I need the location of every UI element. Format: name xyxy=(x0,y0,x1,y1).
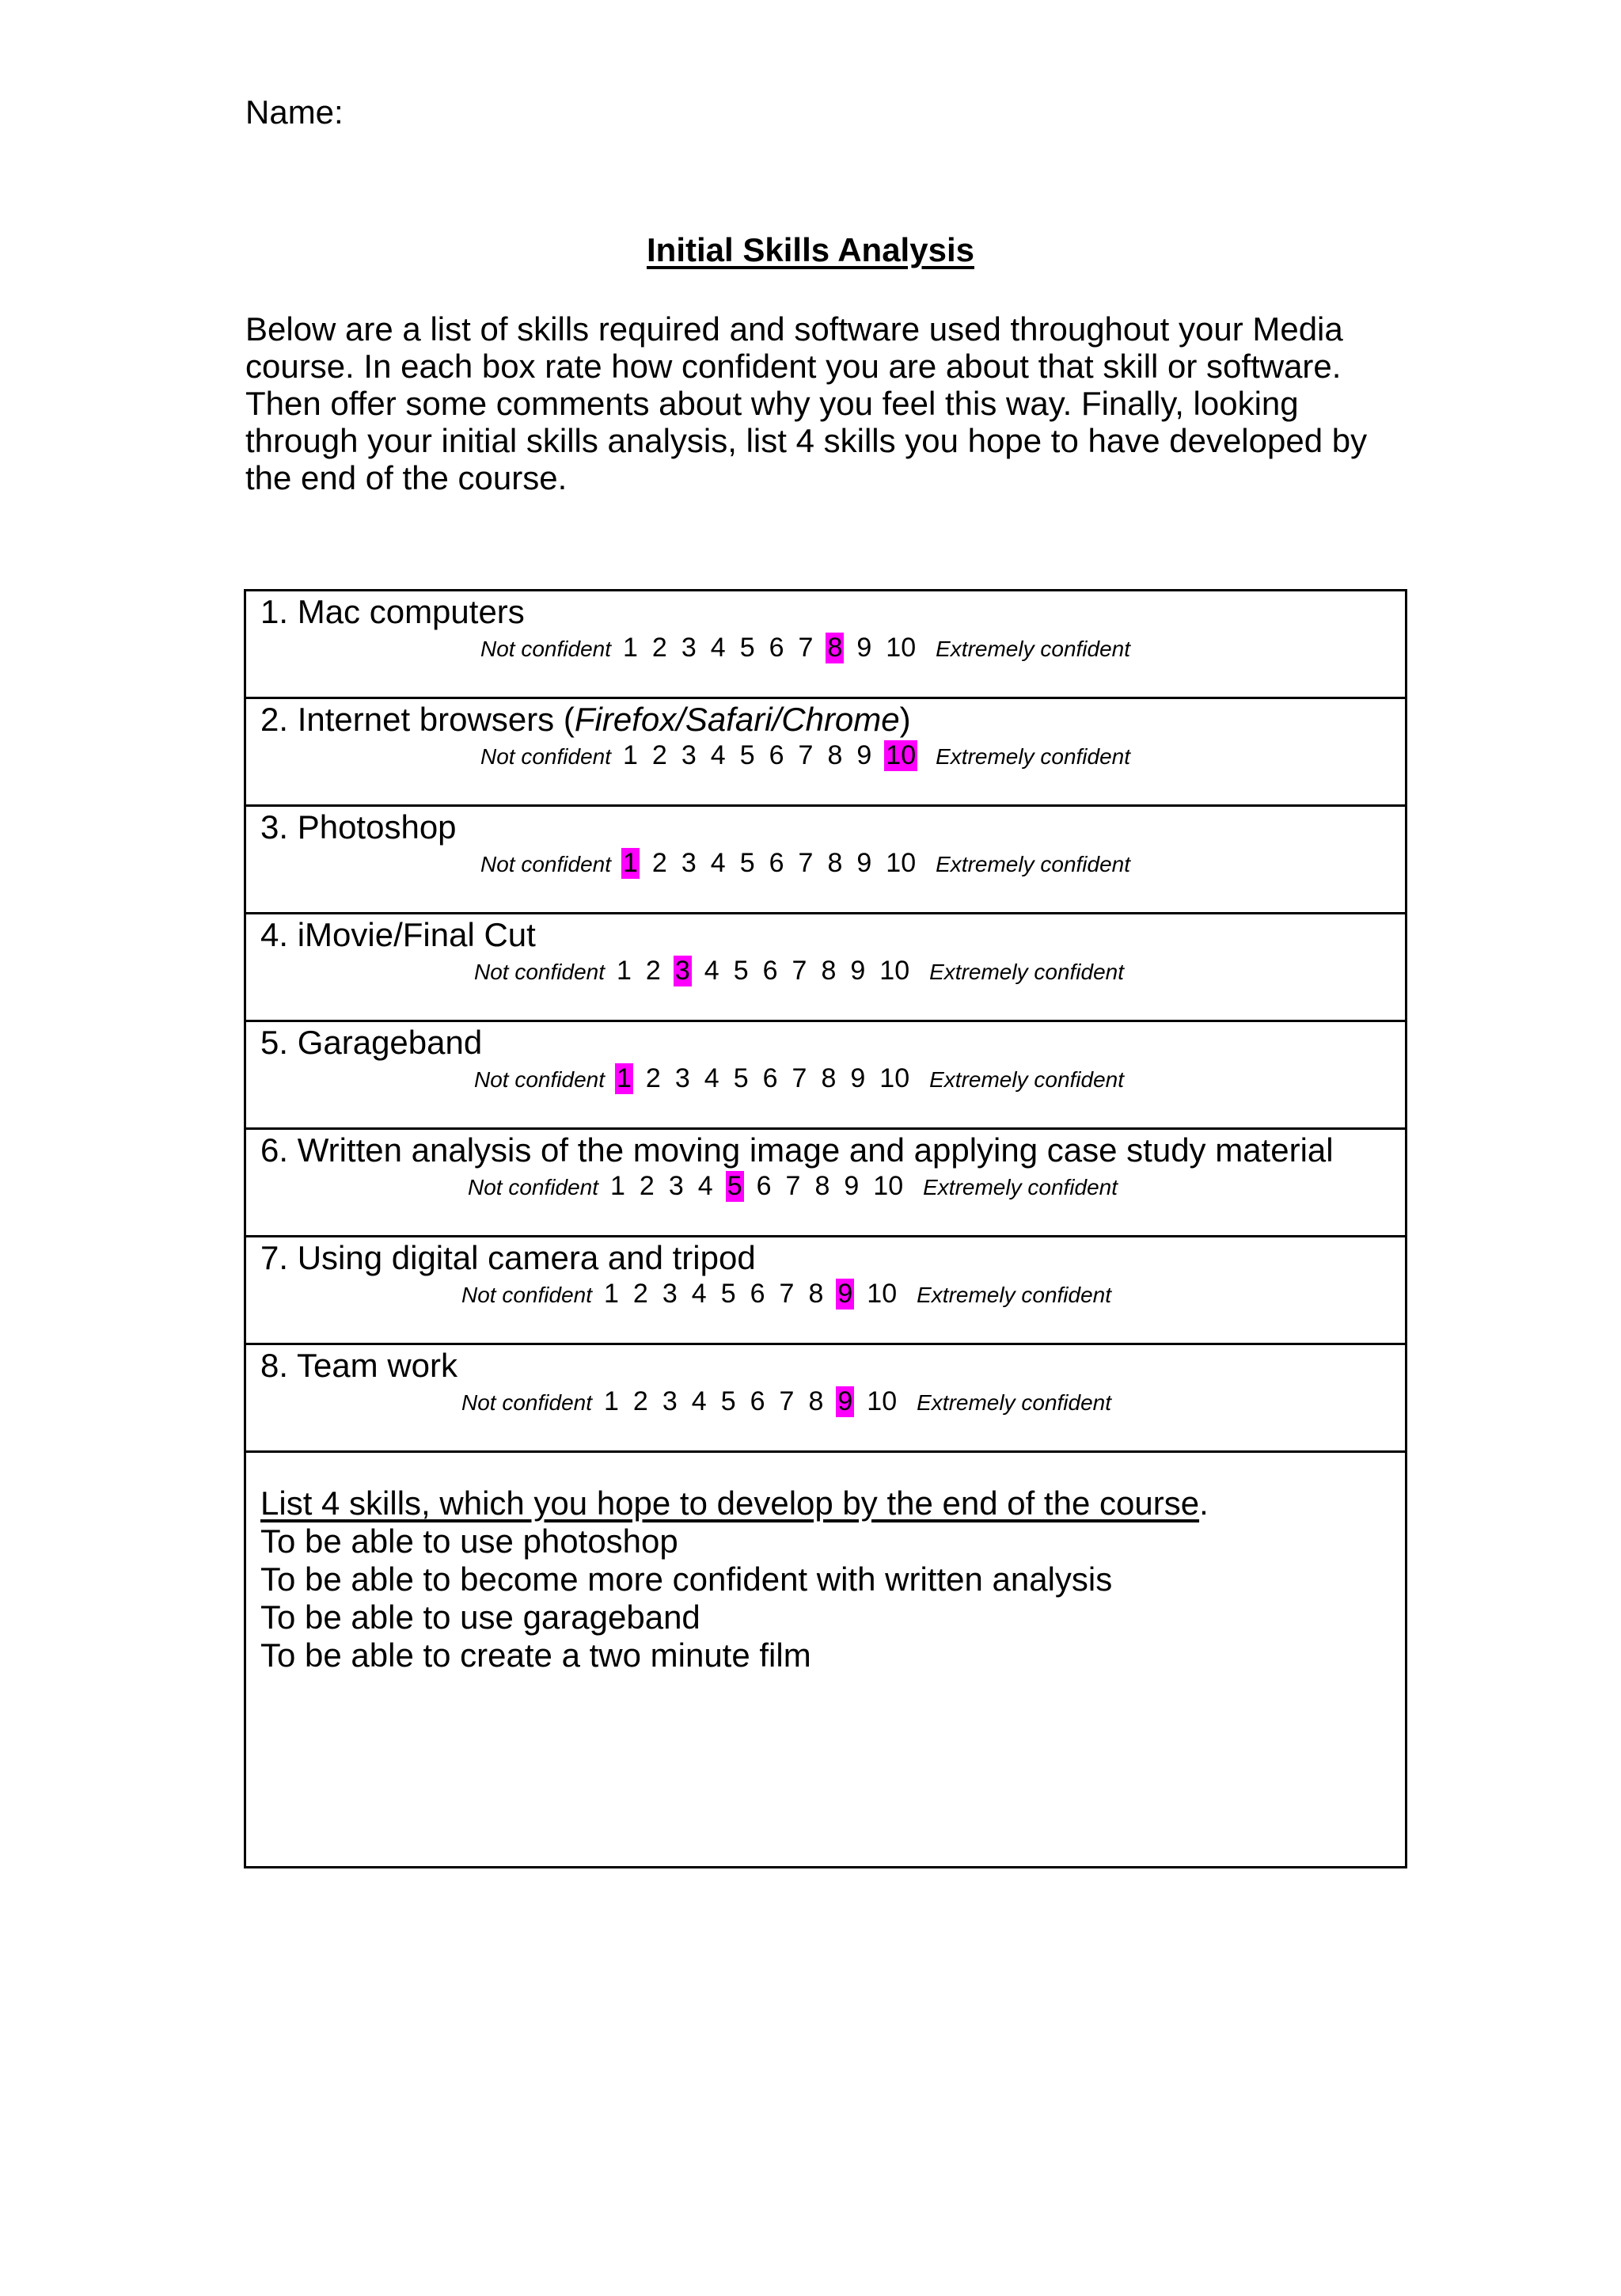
rating-option[interactable]: 1 xyxy=(617,956,632,986)
goals-box[interactable] xyxy=(246,1453,1405,1866)
rating-option[interactable]: 6 xyxy=(769,633,784,663)
not-confident-label: Not confident xyxy=(461,1283,592,1307)
intro-line: Then offer some comments about why you feel this way. Finally, looking xyxy=(245,385,1299,422)
extremely-confident-label: Extremely confident xyxy=(917,1390,1112,1415)
rating-option[interactable]: 2 xyxy=(632,1386,648,1416)
rating-option[interactable]: 6 xyxy=(750,1279,765,1309)
skill-label: 3. Photoshop xyxy=(260,808,457,846)
rating-option[interactable]: 8 xyxy=(808,1279,824,1309)
skill-label: 5. Garageband xyxy=(260,1024,483,1061)
rating-option[interactable]: 4 xyxy=(704,1063,719,1093)
confidence-scale[interactable] xyxy=(480,848,1130,879)
extremely-confident-label: Extremely confident xyxy=(936,637,1131,661)
skill-row-written-analysis xyxy=(246,1130,1405,1237)
rating-option[interactable]: 5 xyxy=(739,633,755,663)
extremely-confident-label: Extremely confident xyxy=(929,1067,1125,1092)
intro-line: the end of the course. xyxy=(245,459,568,496)
rating-option[interactable]: 5 xyxy=(739,848,755,878)
rating-option[interactable]: 3 xyxy=(674,1063,690,1093)
rating-option[interactable]: 6 xyxy=(769,740,784,770)
goals-heading-line: List 4 skills, which you hope to develop by the end of the course. xyxy=(260,1484,1209,1522)
rating-option[interactable]: 10 xyxy=(867,1279,898,1309)
rating-option[interactable]: 5 xyxy=(733,956,749,986)
rating-option[interactable]: 9 xyxy=(856,740,872,770)
rating-option[interactable]: 2 xyxy=(632,1279,648,1309)
rating-option[interactable]: 3 xyxy=(681,740,697,770)
rating-option[interactable]: 10 xyxy=(879,956,910,986)
skill-row-garageband xyxy=(246,1022,1405,1130)
extremely-confident-label: Extremely confident xyxy=(917,1283,1112,1307)
rating-option[interactable]: 7 xyxy=(798,848,814,878)
not-confident-label: Not confident xyxy=(480,852,611,876)
skill-row-imovie-final-cut xyxy=(246,914,1405,1022)
rating-option[interactable]: 8 xyxy=(827,740,843,770)
skill-row-mac-computers xyxy=(246,591,1405,699)
intro-paragraph xyxy=(245,310,1385,496)
not-confident-label: Not confident xyxy=(474,960,605,984)
rating-option[interactable]: 1 xyxy=(623,740,638,770)
confidence-scale[interactable] xyxy=(480,740,1130,771)
rating-option[interactable]: 9 xyxy=(856,848,872,878)
rating-option[interactable]: 10 xyxy=(886,848,917,878)
rating-option[interactable]: 2 xyxy=(645,1063,661,1093)
page-title: Initial Skills Analysis xyxy=(647,231,974,268)
rating-option[interactable]: 7 xyxy=(792,956,807,986)
rating-option[interactable]: 8 xyxy=(808,1386,824,1416)
skill-row-team-work xyxy=(246,1345,1405,1453)
rating-option[interactable]: 8 xyxy=(814,1171,830,1201)
rating-option[interactable]: 10 xyxy=(886,633,917,663)
rating-option[interactable]: 3 xyxy=(681,633,697,663)
skill-label: 6. Written analysis of the moving image and applying case study material xyxy=(260,1131,1334,1169)
rating-option[interactable]: 10 xyxy=(873,1171,904,1201)
rating-option[interactable]: 2 xyxy=(651,740,667,770)
confidence-scale[interactable] xyxy=(461,1279,1111,1310)
skill-label: 7. Using digital camera and tripod xyxy=(260,1239,756,1276)
rating-option[interactable]: 5 xyxy=(733,1063,749,1093)
rating-option-selected[interactable]: 1 xyxy=(617,1063,632,1093)
not-confident-label: Not confident xyxy=(461,1390,592,1415)
not-confident-label: Not confident xyxy=(480,637,611,661)
rating-option[interactable]: 6 xyxy=(762,956,778,986)
rating-option[interactable]: 3 xyxy=(662,1386,678,1416)
extremely-confident-label: Extremely confident xyxy=(929,960,1125,984)
confidence-scale[interactable] xyxy=(468,1171,1118,1202)
not-confident-label: Not confident xyxy=(474,1067,605,1092)
rating-option[interactable]: 4 xyxy=(710,740,726,770)
skill-label: 1. Mac computers xyxy=(260,593,525,630)
rating-option[interactable]: 8 xyxy=(821,956,837,986)
intro-line: Below are a list of skills required and software used throughout your Media xyxy=(245,310,1343,348)
not-confident-label: Not confident xyxy=(480,744,611,769)
rating-option-selected[interactable]: 5 xyxy=(727,1171,742,1201)
rating-option[interactable]: 10 xyxy=(867,1386,898,1416)
skill-label: 4. iMovie/Final Cut xyxy=(260,916,536,953)
rating-option[interactable]: 1 xyxy=(604,1279,619,1309)
rating-option[interactable]: 6 xyxy=(762,1063,778,1093)
rating-option[interactable]: 6 xyxy=(756,1171,772,1201)
rating-option[interactable]: 9 xyxy=(850,1063,866,1093)
skill-row-digital-camera xyxy=(246,1237,1405,1345)
rating-option[interactable]: 8 xyxy=(821,1063,837,1093)
rating-option-selected[interactable]: 9 xyxy=(837,1279,853,1309)
rating-option[interactable]: 5 xyxy=(720,1279,736,1309)
goals-content xyxy=(260,1484,1209,1674)
rating-option[interactable]: 1 xyxy=(610,1171,625,1201)
rating-option[interactable]: 3 xyxy=(681,848,697,878)
confidence-scale[interactable] xyxy=(461,1386,1111,1417)
rating-option[interactable]: 4 xyxy=(710,848,726,878)
goal-item: To be able to use photoshop xyxy=(260,1522,678,1560)
rating-option[interactable]: 3 xyxy=(668,1171,684,1201)
rating-option[interactable]: 7 xyxy=(798,740,814,770)
skill-label: 8. Team work xyxy=(260,1347,458,1384)
rating-option[interactable]: 7 xyxy=(785,1171,801,1201)
intro-line: course. In each box rate how confident you are about that skill or software. xyxy=(245,348,1342,385)
rating-option-selected[interactable]: 3 xyxy=(674,956,690,986)
extremely-confident-label: Extremely confident xyxy=(923,1175,1118,1199)
rating-option[interactable]: 4 xyxy=(704,956,719,986)
confidence-scale[interactable] xyxy=(480,633,1130,663)
skill-label: 2. Internet browsers (Firefox/Safari/Chrome) xyxy=(260,701,911,738)
rating-option[interactable]: 8 xyxy=(827,848,843,878)
rating-option[interactable]: 5 xyxy=(739,740,755,770)
rating-option[interactable]: 7 xyxy=(779,1386,795,1416)
name-label: Name: xyxy=(245,93,344,131)
rating-option[interactable]: 7 xyxy=(779,1279,795,1309)
rating-option[interactable]: 2 xyxy=(651,848,667,878)
intro-line: through your initial skills analysis, list 4 skills you hope to have developed by xyxy=(245,422,1368,459)
rating-option[interactable]: 7 xyxy=(798,633,814,663)
goals-heading: List 4 skills, which you hope to develop by the end of the course xyxy=(260,1484,1200,1522)
rating-option[interactable]: 2 xyxy=(651,633,667,663)
rating-option[interactable]: 10 xyxy=(879,1063,910,1093)
rating-option[interactable]: 9 xyxy=(856,633,872,663)
rating-option[interactable]: 7 xyxy=(792,1063,807,1093)
rating-option[interactable]: 5 xyxy=(720,1386,736,1416)
goal-item: To be able to use garageband xyxy=(260,1598,700,1636)
goal-item: To be able to create a two minute film xyxy=(260,1636,811,1674)
rating-option[interactable]: 2 xyxy=(639,1171,655,1201)
skill-row-photoshop xyxy=(246,807,1405,914)
rating-option[interactable]: 4 xyxy=(691,1279,707,1309)
extremely-confident-label: Extremely confident xyxy=(936,852,1131,876)
confidence-scale[interactable] xyxy=(474,956,1124,986)
skill-row-internet-browsers xyxy=(246,699,1405,807)
confidence-scale[interactable] xyxy=(474,1063,1124,1094)
rating-option[interactable]: 6 xyxy=(750,1386,765,1416)
not-confident-label: Not confident xyxy=(468,1175,598,1199)
rating-option[interactable]: 4 xyxy=(691,1386,707,1416)
rating-option[interactable]: 9 xyxy=(850,956,866,986)
rating-option-selected[interactable]: 1 xyxy=(623,848,638,878)
skills-table xyxy=(244,589,1407,1868)
rating-option-selected[interactable]: 9 xyxy=(837,1386,853,1416)
rating-option[interactable]: 1 xyxy=(604,1386,619,1416)
rating-option[interactable]: 2 xyxy=(645,956,661,986)
rating-option[interactable]: 3 xyxy=(662,1279,678,1309)
rating-option[interactable]: 6 xyxy=(769,848,784,878)
rating-option-selected[interactable]: 8 xyxy=(827,633,843,663)
rating-option[interactable]: 4 xyxy=(697,1171,713,1201)
rating-option[interactable]: 9 xyxy=(844,1171,860,1201)
rating-option[interactable]: 4 xyxy=(710,633,726,663)
extremely-confident-label: Extremely confident xyxy=(936,744,1131,769)
goal-item: To be able to become more confident with written analysis xyxy=(260,1560,1113,1598)
rating-option[interactable]: 1 xyxy=(623,633,638,663)
rating-option-selected[interactable]: 10 xyxy=(886,740,917,770)
